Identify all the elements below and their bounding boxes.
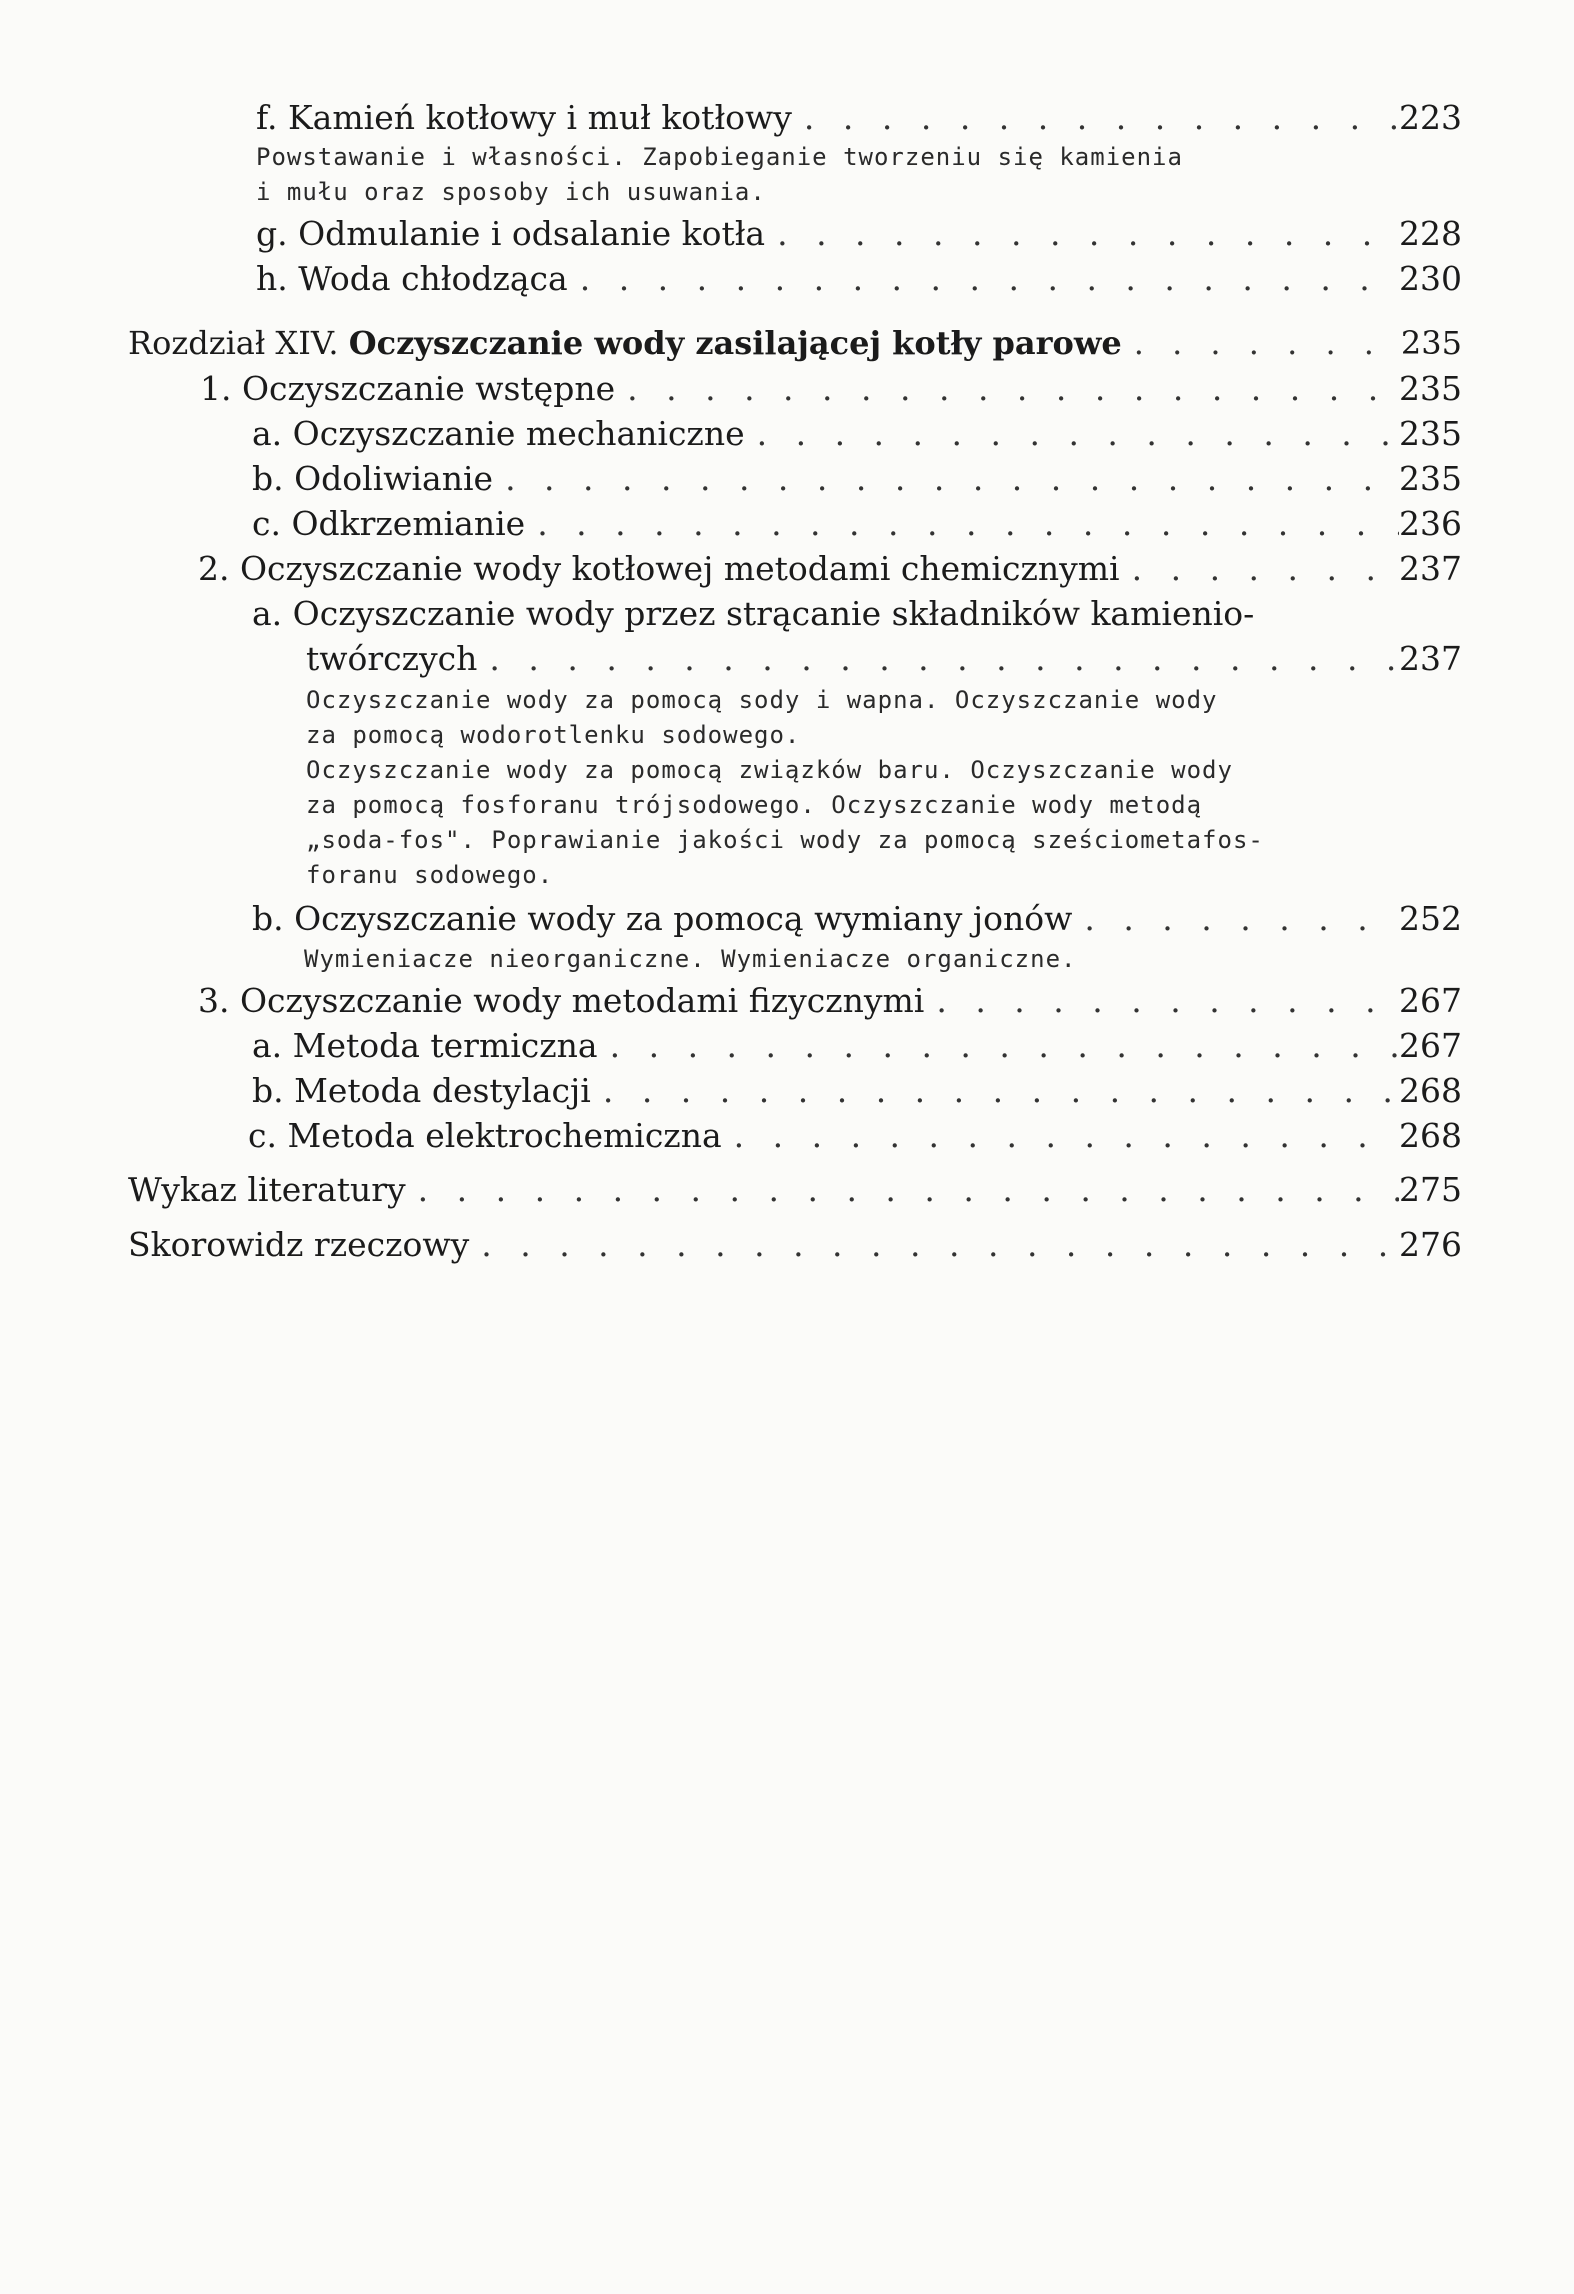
toc-label: b. Oczyszczanie wody za pomocą wymiany jonów xyxy=(252,899,1073,938)
leader-dots xyxy=(1084,899,1399,938)
toc-page: 235 xyxy=(1399,459,1462,498)
toc-description: Oczyszczanie wody za pomocą sody i wapna. Oczyszczanie wody za pomocą wodorotlenku sodowego. Oczyszczanie wody za pomocą związków baru. Oczyszczanie wody za pomocą fosforanu trójsodowego. Oczyszczanie wody metodą „soda-fos". Poprawianie jakości wody za pomocą sześciometafos- foranu sodowego. xyxy=(306,686,1264,889)
toc-label: 3. Oczyszczanie wody metodami fizycznymi xyxy=(198,981,925,1020)
toc-page: 268 xyxy=(1399,1116,1462,1155)
toc-page: 235 xyxy=(1400,324,1462,362)
toc-entry-2[interactable] xyxy=(198,549,1462,588)
toc-label: 2. Oczyszczanie wody kotłowej metodami chemicznymi xyxy=(198,549,1120,588)
toc-page: 275 xyxy=(1399,1170,1462,1209)
toc-label: h. Woda chłodząca xyxy=(256,259,568,298)
leader-dots xyxy=(603,1071,1399,1110)
toc-description: Wymieniacze nieorganiczne. Wymieniacze organiczne. xyxy=(304,945,1077,973)
toc-entry-bibliography[interactable] xyxy=(128,1170,1462,1209)
toc-page: 252 xyxy=(1399,899,1462,938)
toc-label: b. Odoliwianie xyxy=(252,459,494,498)
toc-label: Skorowidz rzeczowy xyxy=(128,1225,470,1264)
leader-dots xyxy=(804,98,1399,137)
toc-label: c. Metoda elektrochemiczna xyxy=(248,1116,722,1155)
toc-label: Wykaz literatury xyxy=(128,1170,406,1209)
leader-dots xyxy=(734,1116,1399,1155)
toc-page: 235 xyxy=(1399,414,1462,453)
leader-dots xyxy=(537,504,1399,543)
toc-label: f. Kamień kotłowy i muł kotłowy xyxy=(256,98,792,137)
toc-page: 237 xyxy=(1399,639,1462,678)
toc-page: 237 xyxy=(1399,549,1462,588)
leader-dots xyxy=(627,369,1399,408)
leader-dots xyxy=(580,259,1399,298)
toc-entry-g[interactable] xyxy=(256,214,1462,253)
toc-entry-h[interactable] xyxy=(256,259,1462,298)
chapter-title: Oczyszczanie wody zasilającej kotły parowe xyxy=(348,324,1122,362)
leader-dots xyxy=(489,639,1399,678)
toc-entry-2a[interactable] xyxy=(306,639,1462,678)
leader-dots xyxy=(418,1170,1399,1209)
leader-dots xyxy=(757,414,1399,453)
toc-page: 230 xyxy=(1399,259,1462,298)
toc-page: 235 xyxy=(1399,369,1462,408)
leader-dots xyxy=(936,981,1399,1020)
toc-page: 267 xyxy=(1399,1026,1462,1065)
toc-entry-3[interactable] xyxy=(198,981,1462,1020)
toc-entry-f[interactable] xyxy=(256,98,1462,137)
leader-dots xyxy=(505,459,1399,498)
toc-page: 223 xyxy=(1399,98,1462,137)
toc-page: 236 xyxy=(1399,504,1462,543)
toc-page: 228 xyxy=(1399,214,1462,253)
leader-dots xyxy=(610,1026,1399,1065)
leader-dots xyxy=(1132,549,1399,588)
toc-label: twórczych xyxy=(306,639,478,678)
toc-label: c. Odkrzemianie xyxy=(252,504,526,543)
toc-label: Rozdział XIV. Oczyszczanie wody zasilającej kotły parowe xyxy=(128,324,1122,362)
toc-page: 267 xyxy=(1399,981,1462,1020)
leader-dots xyxy=(1134,324,1401,362)
toc-entry-3c[interactable] xyxy=(248,1116,1462,1155)
toc-description: Powstawanie i własności. Zapobieganie tworzeniu się kamienia i mułu oraz sposoby ich usuwania. xyxy=(256,143,1183,206)
toc-label: 1. Oczyszczanie wstępne xyxy=(200,369,616,408)
toc-entry-3a[interactable] xyxy=(252,1026,1462,1065)
toc-label: b. Metoda destylacji xyxy=(252,1071,591,1110)
toc-label: a. Oczyszczanie mechaniczne xyxy=(252,414,745,453)
toc-entry-index[interactable] xyxy=(128,1225,1462,1264)
toc-entry-2b[interactable] xyxy=(252,899,1462,938)
toc-entry-1a[interactable] xyxy=(252,414,1462,453)
toc-page: 276 xyxy=(1399,1225,1462,1264)
toc-label: g. Odmulanie i odsalanie kotła xyxy=(256,214,766,253)
toc-entry-3b[interactable] xyxy=(252,1071,1462,1110)
toc-chapter-xiv[interactable] xyxy=(128,324,1462,362)
toc-page: 268 xyxy=(1399,1071,1462,1110)
leader-dots xyxy=(481,1225,1399,1264)
toc-entry-1c[interactable] xyxy=(252,504,1462,543)
leader-dots xyxy=(777,214,1399,253)
toc-entry-1b[interactable] xyxy=(252,459,1462,498)
toc-entry-2a-line1: a. Oczyszczanie wody przez strącanie składników kamienio- xyxy=(252,594,1255,633)
toc-label: a. Metoda termiczna xyxy=(252,1026,598,1065)
toc-entry-1[interactable] xyxy=(200,369,1462,408)
